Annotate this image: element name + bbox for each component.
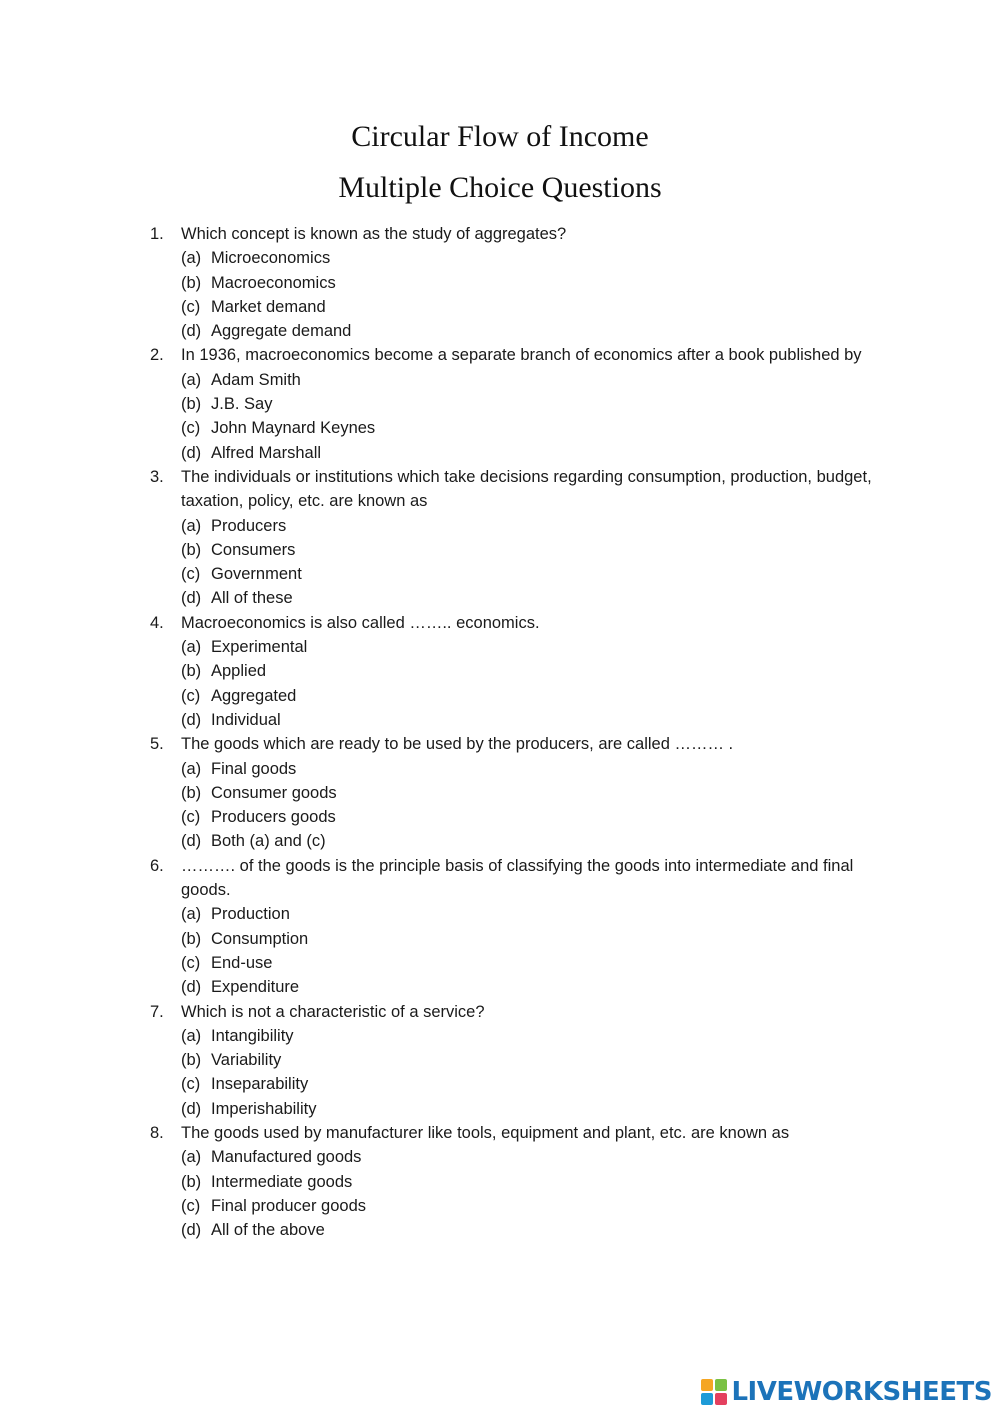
option-b: [181, 271, 890, 295]
option-d: [181, 829, 890, 853]
page-title: Circular Flow of Income: [351, 120, 649, 153]
question-number: 2.: [150, 346, 164, 365]
option-list: [181, 902, 890, 999]
option-text: Expenditure: [211, 978, 300, 997]
option-letter: (d): [181, 710, 202, 729]
option-text: Producers: [211, 516, 287, 535]
question-number: 4.: [150, 613, 164, 632]
option-list: [181, 635, 890, 732]
option-c: [181, 416, 890, 440]
option-letter: (d): [181, 443, 202, 462]
option-d: [181, 586, 890, 610]
option-b: [181, 781, 890, 805]
option-text: Applied: [211, 662, 267, 681]
option-letter: (c): [181, 686, 201, 705]
option-a: [181, 635, 890, 659]
option-list: [181, 757, 890, 854]
question-7: [150, 1000, 890, 1121]
question-text: Which concept is known as the study of aggregates?: [181, 225, 567, 243]
question-4: [150, 611, 890, 732]
option-text: Adam Smith: [211, 370, 301, 389]
question-8: [150, 1121, 890, 1242]
question-text: The individuals or institutions which take decisions regarding consumption, production, budget, taxation, policy, etc. are known as: [181, 467, 872, 511]
question-number: 5.: [150, 735, 164, 754]
option-letter: (a): [181, 905, 202, 924]
question-text: Which is not a characteristic of a service?: [181, 1002, 485, 1021]
liveworksheets-logo-icon: [701, 1379, 727, 1405]
option-d: [181, 1097, 890, 1121]
option-text: Production: [211, 905, 290, 924]
option-letter: (b): [181, 1051, 202, 1070]
option-letter: (d): [181, 589, 202, 608]
option-text: Inseparability: [211, 1075, 309, 1094]
option-letter: (a): [181, 638, 202, 657]
option-text: Alfred Marshall: [211, 443, 322, 462]
option-letter: (c): [181, 953, 201, 972]
option-list: [181, 1024, 890, 1121]
option-d: [181, 441, 890, 465]
question-text: The goods which are ready to be used by the producers, are called ……… .: [181, 735, 734, 754]
option-text: Manufactured goods: [211, 1148, 362, 1167]
option-text: J.B. Say: [211, 395, 273, 414]
option-b: [181, 927, 890, 951]
option-b: [181, 1048, 890, 1072]
option-letter: (b): [181, 662, 202, 681]
option-text: Producers goods: [211, 808, 336, 827]
option-b: [181, 538, 890, 562]
option-list: [181, 246, 890, 343]
option-letter: (c): [181, 297, 201, 316]
option-letter: (b): [181, 273, 202, 292]
option-a: [181, 1145, 890, 1169]
question-number: 3.: [150, 467, 164, 486]
logo-text: LIVEWORKSHEETS: [731, 1377, 992, 1407]
option-letter: (c): [181, 565, 201, 584]
option-letter: (d): [181, 978, 202, 997]
option-c: [181, 295, 890, 319]
option-text: End-use: [211, 953, 273, 972]
question-6: [150, 854, 890, 1000]
option-b: [181, 392, 890, 416]
option-letter: (a): [181, 516, 202, 535]
option-b: [181, 659, 890, 683]
option-list: [181, 514, 890, 611]
option-c: [181, 951, 890, 975]
option-letter: (a): [181, 370, 202, 389]
option-text: Government: [211, 565, 302, 584]
option-a: [181, 757, 890, 781]
option-letter: (c): [181, 1196, 201, 1215]
option-letter: (d): [181, 322, 202, 341]
option-text: Final producer goods: [211, 1196, 367, 1215]
question-3: [150, 465, 890, 611]
option-letter: (d): [181, 832, 202, 851]
option-letter: (d): [181, 1099, 202, 1118]
option-c: [181, 562, 890, 586]
option-text: Consumer goods: [211, 783, 337, 802]
question-5: [150, 732, 890, 853]
option-letter: (c): [181, 419, 201, 438]
question-number: 1.: [150, 225, 164, 243]
option-b: [181, 1170, 890, 1194]
option-a: [181, 368, 890, 392]
option-c: [181, 805, 890, 829]
page-subtitle: Multiple Choice Questions: [338, 171, 662, 204]
option-text: Variability: [211, 1051, 282, 1070]
option-text: Intangibility: [211, 1026, 294, 1045]
option-text: Market demand: [211, 297, 326, 316]
option-letter: (a): [181, 249, 202, 268]
option-list: [181, 1145, 890, 1242]
question-number: 7.: [150, 1002, 164, 1021]
question-text: ………. of the goods is the principle basis of classifying the goods into intermediate and final goods.: [181, 856, 854, 900]
option-a: [181, 246, 890, 270]
option-text: Individual: [211, 710, 281, 729]
question-list: [150, 222, 890, 1242]
option-letter: (c): [181, 1075, 201, 1094]
question-number: 8.: [150, 1123, 164, 1142]
question-number: 6.: [150, 856, 164, 875]
option-text: Experimental: [211, 638, 308, 657]
option-d: [181, 319, 890, 343]
option-a: [181, 514, 890, 538]
option-text: Intermediate goods: [211, 1172, 353, 1191]
option-letter: (b): [181, 540, 202, 559]
option-a: [181, 1024, 890, 1048]
option-letter: (d): [181, 1221, 202, 1240]
question-2: [150, 343, 890, 464]
option-letter: (a): [181, 759, 202, 778]
option-letter: (b): [181, 929, 202, 948]
option-text: Consumption: [211, 929, 309, 948]
option-letter: (b): [181, 1172, 202, 1191]
option-text: Microeconomics: [211, 249, 331, 268]
option-list: [181, 368, 890, 465]
option-text: Consumers: [211, 540, 296, 559]
option-text: Aggregated: [211, 686, 297, 705]
question-1: [150, 222, 890, 343]
option-text: Final goods: [211, 759, 297, 778]
option-text: Aggregate demand: [211, 322, 352, 341]
option-c: [181, 1194, 890, 1218]
option-d: [181, 1218, 890, 1242]
option-text: John Maynard Keynes: [211, 419, 376, 438]
option-d: [181, 975, 890, 999]
question-text: The goods used by manufacturer like tools, equipment and plant, etc. are known as: [181, 1123, 790, 1142]
option-text: All of these: [211, 589, 293, 608]
option-letter: (a): [181, 1026, 202, 1045]
option-text: Imperishability: [211, 1099, 317, 1118]
question-text: In 1936, macroeconomics become a separate branch of economics after a book published by: [181, 346, 862, 365]
liveworksheets-logo[interactable]: [701, 1377, 992, 1407]
option-letter: (c): [181, 808, 201, 827]
option-text: Both (a) and (c): [211, 832, 326, 851]
option-letter: (a): [181, 1148, 202, 1167]
option-d: [181, 708, 890, 732]
option-letter: (b): [181, 783, 202, 802]
question-text: Macroeconomics is also called …….. economics.: [181, 613, 540, 632]
option-letter: (b): [181, 395, 202, 414]
option-text: All of the above: [211, 1221, 325, 1240]
option-c: [181, 684, 890, 708]
option-text: Macroeconomics: [211, 273, 336, 292]
option-c: [181, 1072, 890, 1096]
option-a: [181, 902, 890, 926]
